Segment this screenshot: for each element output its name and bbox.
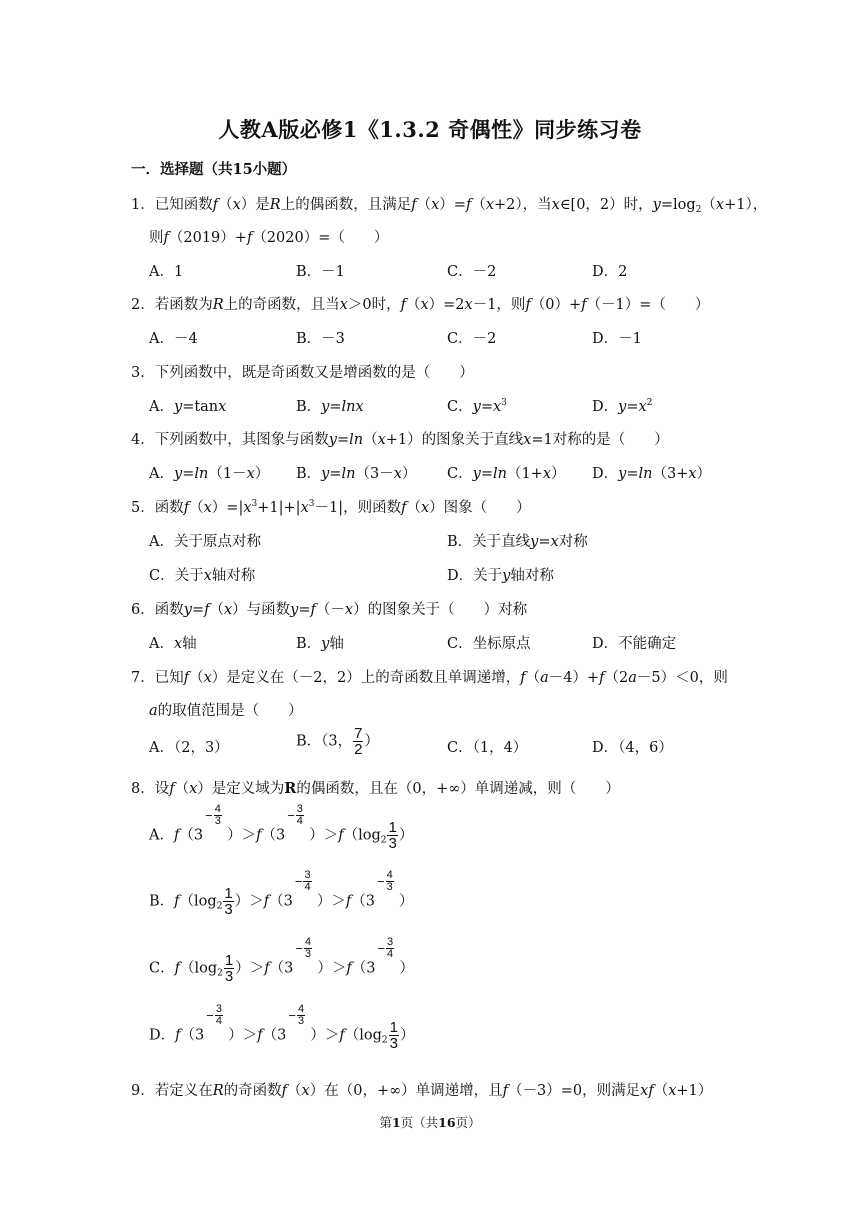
question-1-line-2: 则f（2019）+f（2020）=（ ） (149, 230, 389, 246)
q1-option-c[interactable]: C．－2 (447, 264, 497, 280)
q4-option-a[interactable]: A．y=ln（1－x） (149, 466, 270, 482)
q8-option-c[interactable]: C．$f(\log_2$ $\frac{1}{3}$ ）＞f（3 − $\frac{4}{3}$ ）＞f（3 − $\frac{3}{4}$ ） (149, 935, 414, 985)
q8-option-d[interactable]: D．f（3 − $\frac{3}{4}$ ）＞f（3 − $\frac{4}{3}$ ）$>f(\log_2$ $\frac{1}{3}$ ） (149, 1002, 415, 1052)
q8-option-b[interactable]: B．$f(\log_2$ $\frac{1}{3}$ ）＞f（3 − $\frac{3}{4}$ ）＞f（3 − $\frac{4}{3}$ ） (149, 868, 414, 918)
q2-option-b[interactable]: B．－3 (296, 331, 345, 347)
q6-option-a[interactable]: A．x轴 (149, 636, 197, 652)
question-9: 9．若定义在R的奇函数f（x）在（0，+∞）单调递增，且f（－3）=0，则满足xf（x+1） (131, 1083, 713, 1099)
question-5: 5．函数$f(x)=|x^3+1|+|x^3-1|$，则函数f（x）图象（ ） (131, 499, 531, 516)
question-6: 6．函数y=f（x）与函数y=f（－x）的图象关于（ ）对称 (131, 602, 528, 618)
q5-option-b[interactable]: B．关于直线y=x对称 (447, 534, 588, 550)
q5-option-c[interactable]: C．关于x轴对称 (149, 568, 256, 584)
q6-option-b[interactable]: B．y轴 (296, 636, 344, 652)
q2-option-c[interactable]: C．－2 (447, 331, 497, 347)
q4-option-b[interactable]: B．y=ln（3－x） (296, 466, 417, 482)
question-4: 4．下列函数中，其图象与函数y=ln（x+1）的图象关于直线x=1对称的是（ ） (131, 432, 669, 448)
question-7-line-2: a的取值范围是（ ） (149, 703, 303, 719)
q3-option-d[interactable]: D．$y=x^2$ (592, 398, 653, 415)
q1-option-d[interactable]: D．2 (592, 264, 628, 280)
q7-option-a[interactable]: A．（2，3） (149, 740, 229, 756)
question-8: 8．设f（x）是定义域为R的偶函数，且在（0，+∞）单调递减，则（ ） (131, 780, 620, 797)
q6-option-c[interactable]: C．坐标原点 (447, 636, 531, 652)
q4-option-d[interactable]: D．y=ln（3+x） (592, 466, 712, 482)
fraction-7-2: $\frac{7}{2}$ (354, 725, 363, 758)
question-7: 7．已知f（x）是定义在（－2，2）上的奇函数且单调递增，f（a－4）+f（2a－5）＜0，则 (131, 670, 728, 686)
q1-option-a[interactable]: A．1 (149, 264, 184, 280)
q1-option-b[interactable]: B．－1 (296, 264, 345, 280)
q7-option-b[interactable]: B．（3， $\frac{7}{2}$ ） (296, 725, 379, 758)
question-1: 1．已知函数f（x）是R上的偶函数，且满足f（x）=f（x+2），当x∈[0，2）时，$y=\log_2(x+1)$， (131, 197, 768, 215)
q5-option-d[interactable]: D．关于y轴对称 (447, 568, 554, 584)
q7-option-d[interactable]: D．（4，6） (592, 740, 673, 756)
section-heading: 一．选择题（共15小题） (131, 161, 297, 178)
question-3: 3．下列函数中，既是奇函数又是增函数的是（ ） (131, 365, 474, 381)
q3-option-c[interactable]: C．$y=x^3$ (447, 398, 507, 415)
q4-option-c[interactable]: C．y=ln（1+x） (447, 466, 566, 482)
q3-option-a[interactable]: A．y=tanx (149, 399, 227, 415)
page-number: 1 (391, 1115, 401, 1130)
q8-option-a[interactable]: A．f（3 − $\frac{4}{3}$ ）＞f（3 − $\frac{3}{4}$ ）$>f(\log_2$ $\frac{1}{3}$ ） (149, 802, 414, 852)
q2-option-d[interactable]: D．－1 (592, 331, 642, 347)
question-2: 2．若函数为R上的奇函数，且当x＞0时，f（x）=2x－1，则f（0）+f（－1）=（ ） (131, 297, 710, 313)
q5-option-a[interactable]: A．关于原点对称 (149, 534, 261, 550)
q7-option-c[interactable]: C．（1，4） (447, 740, 528, 756)
q2-option-a[interactable]: A．－4 (149, 331, 198, 347)
page-title: 人教A版必修1《1.3.2 奇偶性》同步练习卷 (218, 117, 642, 142)
q6-option-d[interactable]: D．不能确定 (592, 636, 677, 652)
page-footer: 第1页（共16页） (379, 1115, 481, 1130)
q3-option-b[interactable]: B．y=lnx (296, 399, 364, 415)
page-total: 16 (438, 1115, 456, 1130)
